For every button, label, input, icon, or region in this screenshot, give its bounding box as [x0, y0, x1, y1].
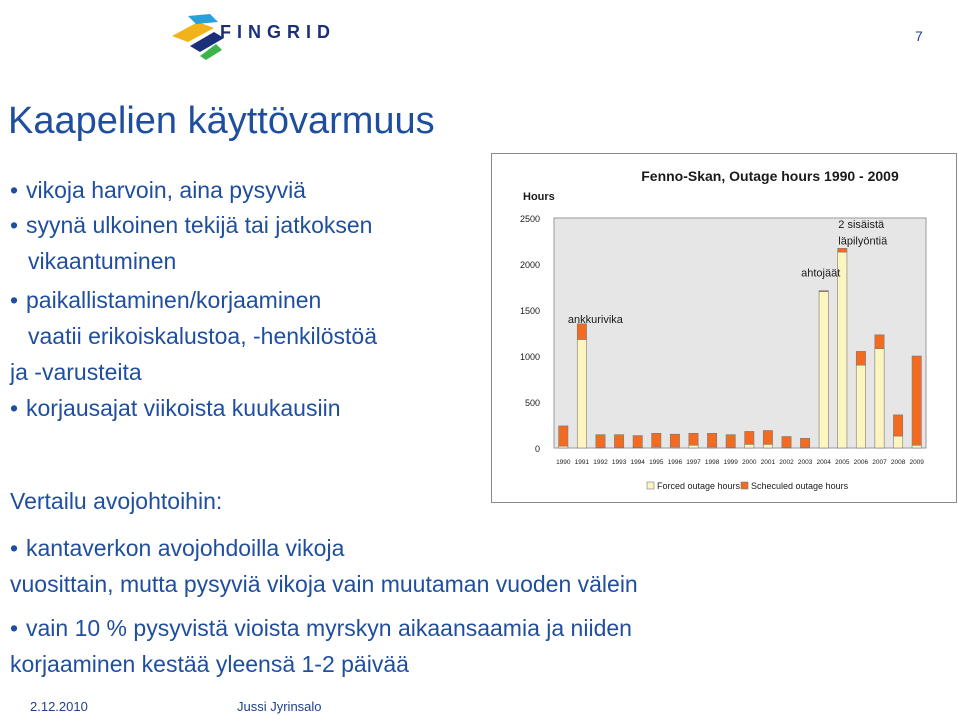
chart-title: Fenno-Skan, Outage hours 1990 - 2009: [641, 168, 899, 184]
bar-forced-2009: [912, 445, 921, 448]
bar-forced-2000: [745, 444, 754, 448]
chart-svg: [492, 154, 956, 502]
legend-swatch-0: [647, 482, 654, 489]
bar-scheduled-2001: [763, 431, 772, 445]
y-tick-label: 0: [534, 444, 540, 454]
bar-scheduled-1997: [689, 433, 698, 445]
bar-scheduled-2005: [838, 248, 847, 252]
footer-author: Jussi Jyrinsalo: [237, 699, 322, 714]
bar-forced-2008: [893, 436, 902, 448]
x-tick-label: 2006: [853, 459, 869, 466]
x-tick-label: 2003: [797, 459, 813, 466]
x-tick-label: 2000: [742, 459, 757, 466]
y-axis-label: Hours: [523, 191, 555, 203]
bar-scheduled-1998: [707, 433, 716, 447]
bar-forced-2006: [856, 365, 865, 448]
bar-scheduled-1993: [614, 435, 623, 448]
x-tick-label: 1997: [686, 459, 701, 466]
bullet-dot-icon: •: [10, 535, 19, 561]
x-tick-label: 2002: [779, 459, 794, 466]
bar-scheduled-2006: [856, 351, 865, 365]
x-tick-label: 2007: [872, 459, 887, 466]
x-tick-label: 1995: [649, 459, 664, 466]
x-tick-label: 1999: [723, 459, 738, 466]
page-number: 7: [915, 28, 923, 44]
logo-text: FINGRID: [220, 22, 336, 42]
annotation-ankkurivika: ankkurivika: [567, 314, 623, 327]
bar-forced-2001: [763, 444, 772, 448]
plot-area: [554, 218, 926, 448]
annotation-ahtojaat: ahtojäät: [801, 267, 841, 280]
bar-scheduled-1999: [726, 435, 735, 448]
bullet-3: • paikallistaminen/korjaaminen vaatii erikoiskalustoa, -henkilöstöä ja -varusteita: [10, 282, 377, 390]
bar-scheduled-2003: [800, 438, 809, 447]
comparison-item-1: • kantaverkon avojohdoilla vikoja vuosittain, mutta pysyviä vikoja vain muutaman vuoden välein: [10, 530, 638, 602]
bullet-dot-icon: •: [10, 395, 19, 421]
x-tick-label: 1991: [574, 459, 590, 466]
bar-scheduled-2007: [875, 335, 884, 349]
bullet-dot-icon: •: [10, 212, 19, 238]
x-tick-label: 1992: [593, 459, 608, 466]
x-tick-label: 2005: [835, 459, 850, 466]
y-tick-label: 1000: [519, 352, 540, 362]
x-tick-label: 2009: [909, 459, 924, 466]
x-tick-label: 1990: [556, 459, 571, 466]
x-tick-label: 2004: [816, 459, 831, 466]
y-tick-label: 2000: [519, 260, 540, 270]
bullet-2: • syynä ulkoinen tekijä tai jatkoksen vikaantuminen: [10, 207, 372, 279]
x-tick-label: 1996: [667, 459, 683, 466]
legend-label-0: Forced outage hours: [657, 481, 741, 491]
bar-scheduled-1994: [633, 436, 642, 448]
y-tick-label: 500: [524, 398, 540, 408]
bar-scheduled-1990: [559, 426, 568, 446]
bar-scheduled-1995: [652, 433, 661, 447]
bullet-dot-icon: •: [10, 615, 19, 641]
bar-scheduled-2000: [745, 431, 754, 444]
bar-forced-2004: [819, 292, 828, 448]
y-tick-label: 2500: [519, 214, 540, 224]
bar-scheduled-2002: [782, 437, 791, 448]
x-tick-label: 1998: [704, 459, 720, 466]
x-tick-label: 1994: [630, 459, 645, 466]
bullet-4: • korjausajat viikoista kuukausiin: [10, 390, 341, 426]
bar-forced-2005: [838, 252, 847, 448]
comparison-heading: Vertailu avojohtoihin:: [10, 488, 223, 514]
bullet-dot-icon: •: [10, 177, 19, 203]
x-tick-label: 1993: [611, 459, 627, 466]
bar-scheduled-2004: [819, 291, 828, 292]
outage-chart: [491, 153, 957, 503]
bar-scheduled-2009: [912, 356, 921, 445]
bar-forced-1997: [689, 445, 698, 448]
footer-date: 2.12.2010: [30, 699, 88, 714]
bar-scheduled-2008: [893, 415, 902, 436]
bar-forced-2007: [875, 349, 884, 448]
annotation-lapilyontia: läpilyöntiä: [838, 235, 888, 248]
x-tick-label: 2001: [760, 459, 776, 466]
bar-forced-1991: [577, 339, 586, 448]
x-tick-label: 2008: [890, 459, 906, 466]
bullet-dot-icon: •: [10, 287, 19, 313]
bullet-1: • vikoja harvoin, aina pysyviä: [10, 172, 306, 208]
bar-scheduled-1996: [670, 434, 679, 447]
annotation-2-sisaista: 2 sisäistä: [838, 219, 885, 232]
slide-title: Kaapelien käyttövarmuus: [8, 100, 435, 142]
legend-swatch-1: [741, 482, 748, 489]
legend-label-1: Scheculed outage hours: [751, 481, 849, 491]
bar-scheduled-1992: [596, 435, 605, 448]
y-tick-label: 1500: [519, 306, 540, 316]
comparison-item-2: • vain 10 % pysyvistä vioista myrskyn aikaansaamia ja niiden korjaaminen kestää yleensä 1-2 päivää: [10, 610, 632, 682]
